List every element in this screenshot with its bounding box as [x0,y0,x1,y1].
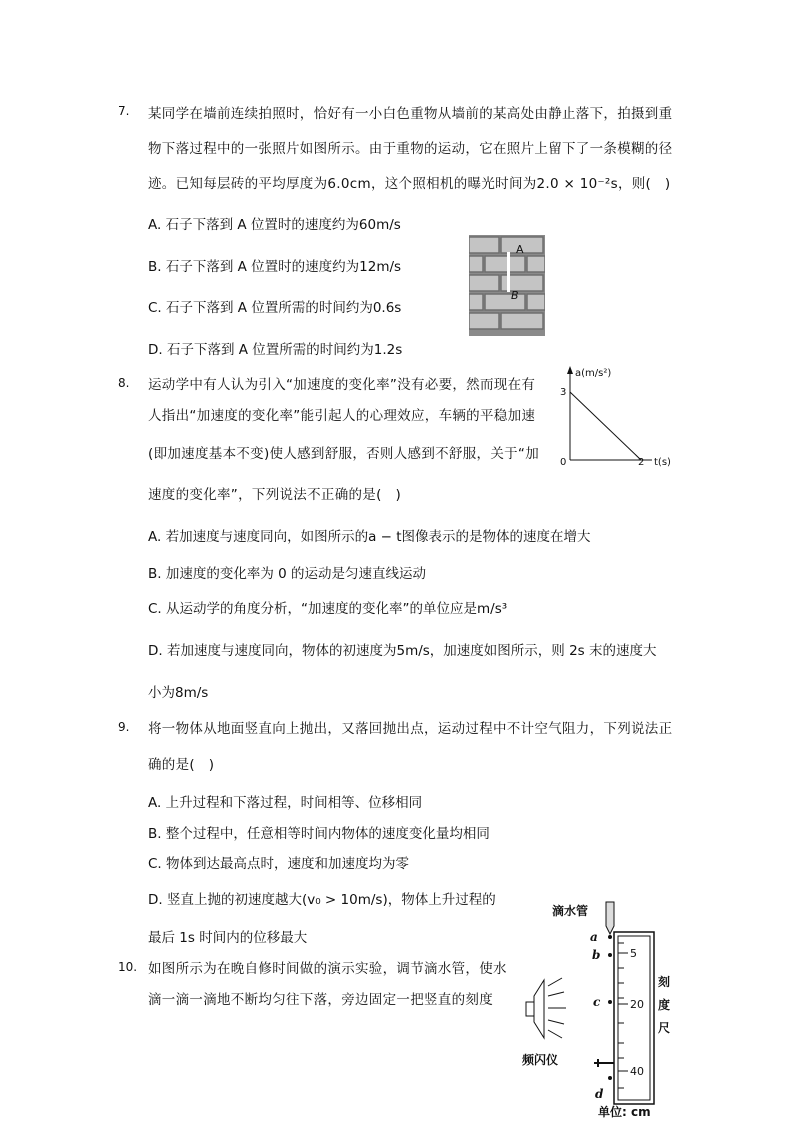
option-d: D. 竖直上抛的初速度越大(v₀ > 10m/s)，物体上升过程的 [148,892,496,908]
option-b: B. 整个过程中，任意相等时间内物体的速度变化量均相同 [148,826,490,842]
strobe-icon [526,978,566,1038]
point-label: d [595,1087,604,1101]
option-a: A. 上升过程和下落过程，时间相等、位移相同 [148,795,423,811]
label-a: A [516,243,524,256]
tick-label: 5 [630,947,637,960]
ruler-label-char: 尺 [658,1021,671,1035]
option-c: C. 石子下落到 A 位置所需的时间约为0.6s [148,300,402,316]
question-number: 8. [118,376,130,390]
label-b: B [511,289,519,302]
question-text-line: (即加速度基本不变)使人感到舒服，否则人感到不舒服，关于“加 [148,446,540,462]
question-text-line: 迹。已知每层砖的平均厚度为6.0cm，这个照相机的曝光时间为2.0 × 10⁻²s，则( ) [148,176,671,192]
point-label: b [592,948,601,962]
y-axis-label: a(m/s²) [575,368,612,379]
option-a: A. 石子下落到 A 位置时的速度约为60m/s [148,217,401,233]
drip-tube-label: 滴水管 [552,904,589,918]
water-drop [608,1000,612,1004]
unit-label: 单位: cm [598,1105,651,1119]
option-d-continued: 最后 1s 时间内的位移最大 [148,930,308,946]
blur-trail [507,252,510,292]
graph-line [570,392,641,460]
tick-label: 40 [630,1065,644,1078]
point-label: c [593,995,601,1009]
option-b: B. 石子下落到 A 位置时的速度约为12m/s [148,259,402,275]
question-text-line: 运动学中有人认为引入“加速度的变化率”没有必要，然而现在有 [148,377,536,393]
ruler-label-char: 度 [658,998,671,1012]
ruler-label-char: 刻 [658,975,671,989]
a-t-graph [556,364,676,474]
question-text-line: 物下落过程中的一张照片如图所示。由于重物的运动，它在照片上留下了一条模糊的径 [148,141,673,157]
water-drop [608,953,612,957]
option-a: A. 若加速度与速度同向，如图所示的a − t图像表示的是物体的速度在增大 [148,529,591,545]
y-tick: 3 [560,387,567,398]
option-d-continued: 小为8m/s [148,685,209,701]
question-text-line: 将一物体从地面竖直向上抛出，又落回抛出点，运动过程中不计空气阻力，下列说法正 [148,721,673,737]
question-text-line: 速度的变化率”，下列说法不正确的是( ) [148,487,402,503]
question-number: 10. [118,960,138,974]
origin-label: 0 [560,457,567,468]
water-drop [608,1076,612,1080]
tick-label: 20 [630,998,644,1011]
point-label: a [590,930,598,944]
water-drop [608,935,612,939]
question-text-line: 确的是( ) [148,757,215,773]
strobe-label: 频闪仪 [522,1053,559,1067]
option-b: B. 加速度的变化率为 0 的运动是匀速直线运动 [148,566,427,582]
question-text-line: 如图所示为在晚自修时间做的演示实验，调节滴水管，使水 [148,961,507,977]
x-axis-label: t(s) [654,457,671,468]
question-text-line: 某同学在墙前连续拍照时，恰好有一小白色重物从墙前的某高处由静止落下，拍摄到重 [148,106,673,122]
drip-tube-icon [606,902,614,934]
question-text-line: 人指出“加速度的变化率”能引起人的心理效应，车辆的平稳加速 [148,408,536,424]
question-text-line: 滴一滴一滴地不断均匀往下落，旁边固定一把竖直的刻度 [148,992,493,1008]
question-number: 9. [118,720,130,734]
drip-ruler-figure [518,898,678,1120]
option-d: D. 若加速度与速度同向，物体的初速度为5m/s，加速度如图所示，则 2s 末的速度大 [148,643,657,659]
x-tick: 2 [638,457,645,468]
brick-wall-photo [469,235,545,336]
option-c: C. 物体到达最高点时，速度和加速度均为零 [148,856,410,872]
option-c: C. 从运动学的角度分析，“加速度的变化率”的单位应是m/s³ [148,601,508,617]
splash-mark [594,1059,614,1067]
question-number: 7. [118,104,130,118]
option-d: D. 石子下落到 A 位置所需的时间约为1.2s [148,342,403,358]
